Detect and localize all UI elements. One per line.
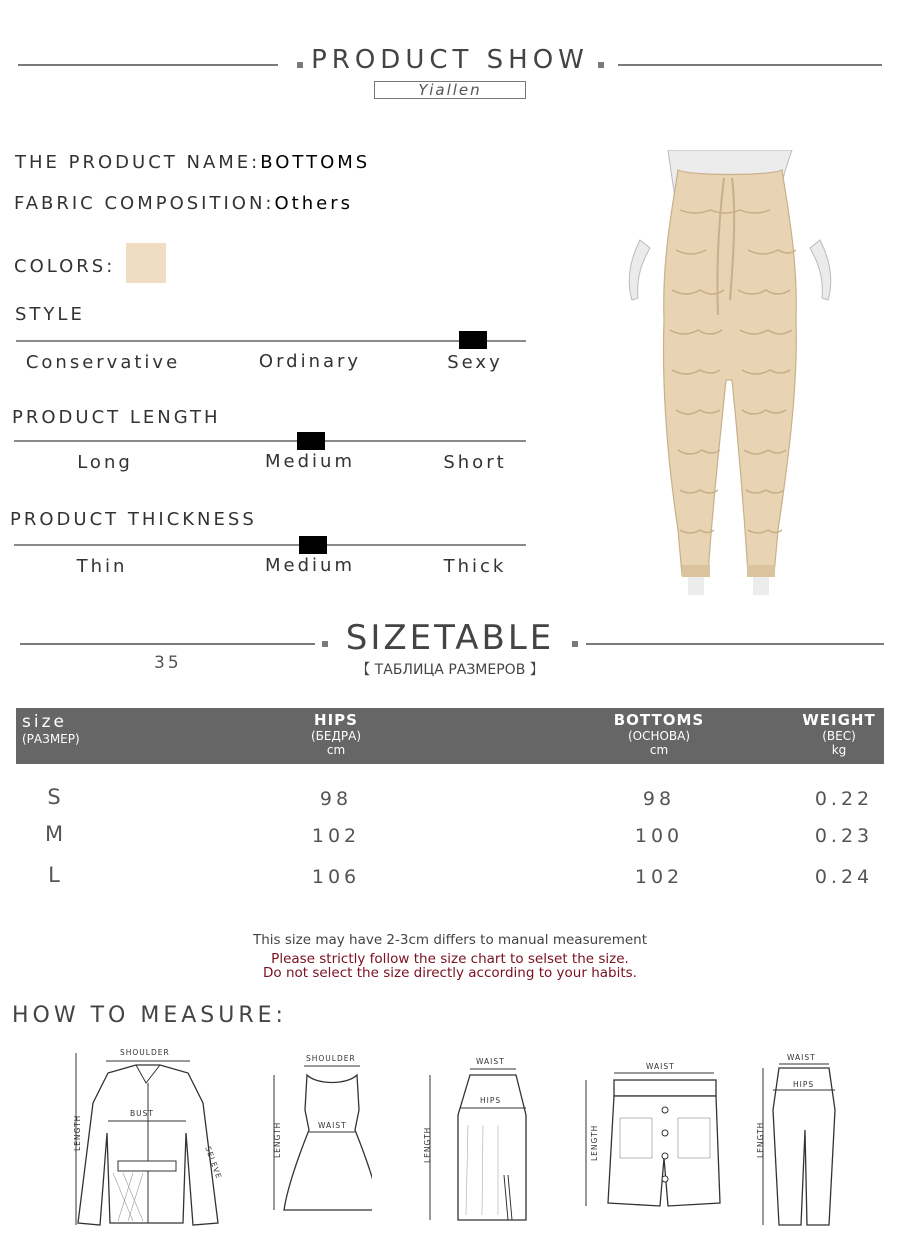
thickness-scale-line — [14, 544, 526, 546]
header-size: size (РАЗМЕР) — [22, 712, 80, 746]
length-scale-marker — [297, 432, 325, 450]
thickness-option-thin: Thin — [76, 556, 128, 577]
page-title: PRODUCT SHOW — [311, 45, 589, 75]
colors-label: COLORS: — [14, 256, 116, 277]
hips-label: HIPS — [480, 1096, 502, 1105]
table-row — [16, 863, 884, 893]
weight-cell: 0.22 — [814, 788, 874, 810]
color-swatch[interactable] — [126, 243, 166, 283]
sizetable-subtitle: 【 ТАБЛИЦА РАЗМЕРОВ 】 — [356, 662, 544, 678]
style-scale-marker — [459, 331, 487, 349]
length-scale-line — [14, 440, 526, 442]
sizetable-rule-right — [586, 643, 884, 645]
bust-label: BUST — [130, 1109, 154, 1118]
product-photo — [620, 150, 840, 595]
measurement-note: This size may have 2-3cm differs to manual measurement — [252, 932, 648, 948]
size-cell: L — [48, 863, 64, 887]
shoulder-label: SHOULDER — [120, 1048, 170, 1057]
length-label: LENGTH — [590, 1124, 599, 1161]
shorts-diagram — [572, 1058, 722, 1213]
thickness-scale-marker — [299, 536, 327, 554]
style-scale-line — [16, 340, 526, 342]
header-hips: HIPS (БЕДРА) cm — [311, 711, 361, 757]
size-warning-1: Please strictly follow the size chart to selset the size. — [271, 951, 629, 967]
sizetable-rule-left — [20, 643, 315, 645]
length-label: LENGTH — [73, 1114, 82, 1151]
thickness-option-thick: Thick — [443, 556, 507, 577]
skirt-diagram — [408, 1055, 538, 1225]
bottoms-cell: 100 — [634, 825, 684, 847]
product-name-row — [15, 152, 370, 173]
length-option-long: Long — [77, 452, 133, 473]
banner-rule-right — [618, 64, 882, 66]
size-table-header — [16, 708, 884, 764]
fabric-value: Others — [274, 193, 353, 214]
style-option-conservative: Conservative — [25, 352, 181, 373]
product-name-value: BOTTOMS — [260, 152, 371, 173]
brand-label: Yiallen — [374, 81, 526, 99]
banner-rule-left — [18, 64, 278, 66]
length-option-short: Short — [443, 452, 507, 473]
fabric-label: FABRIC COMPOSITION: — [14, 193, 275, 214]
length-label: LENGTH — [423, 1126, 432, 1163]
dress-diagram — [262, 1050, 372, 1220]
length-option-medium: Medium — [265, 451, 355, 472]
sleeve-label: SELEVE — [203, 1145, 224, 1181]
sizetable-dot-left — [322, 641, 328, 647]
thickness-title: PRODUCT THICKNESS — [10, 509, 257, 530]
weight-cell: 0.24 — [814, 866, 874, 888]
jacket-diagram — [58, 1043, 233, 1228]
bottoms-cell: 102 — [634, 866, 684, 888]
size-cell: S — [47, 785, 65, 809]
weight-cell: 0.23 — [814, 825, 874, 847]
style-option-ordinary: Ordinary — [258, 351, 362, 372]
length-title: PRODUCT LENGTH — [12, 407, 221, 428]
waist-label: WAIST — [787, 1053, 816, 1062]
style-option-sexy: Sexy — [447, 352, 503, 373]
pants-diagram — [745, 1050, 855, 1230]
hips-cell: 98 — [319, 788, 353, 810]
hips-cell: 106 — [311, 866, 361, 888]
sizetable-dot-right — [572, 641, 578, 647]
header-bottoms: BOTTOMS (ОСНОВА) cm — [613, 711, 705, 757]
sizetable-title: SIZETABLE — [345, 618, 555, 658]
sizetable-side-note: 35 — [154, 653, 182, 673]
banner-dot-right — [598, 62, 604, 68]
fabric-row — [14, 193, 353, 214]
hips-cell: 102 — [311, 825, 361, 847]
shoulder-label: SHOULDER — [306, 1054, 356, 1063]
waist-label: WAIST — [476, 1057, 505, 1066]
size-cell: M — [44, 822, 68, 846]
hips-label: HIPS — [793, 1080, 815, 1089]
how-to-measure-title: HOW TO MEASURE: — [12, 1003, 287, 1028]
thickness-option-medium: Medium — [265, 555, 355, 576]
waist-label: WAIST — [646, 1062, 675, 1071]
product-name-label: THE PRODUCT NAME: — [15, 152, 261, 173]
waist-label: WAIST — [318, 1121, 347, 1130]
size-warning-2: Do not select the size directly according to your habits. — [263, 965, 637, 981]
table-row — [16, 822, 884, 852]
length-label: LENGTH — [756, 1121, 765, 1158]
header-weight: WEIGHT (ВЕС) kg — [802, 711, 876, 757]
bottoms-cell: 98 — [642, 788, 676, 810]
table-row — [16, 785, 884, 815]
length-label: LENGTH — [273, 1121, 282, 1158]
style-title: STYLE — [15, 304, 85, 325]
